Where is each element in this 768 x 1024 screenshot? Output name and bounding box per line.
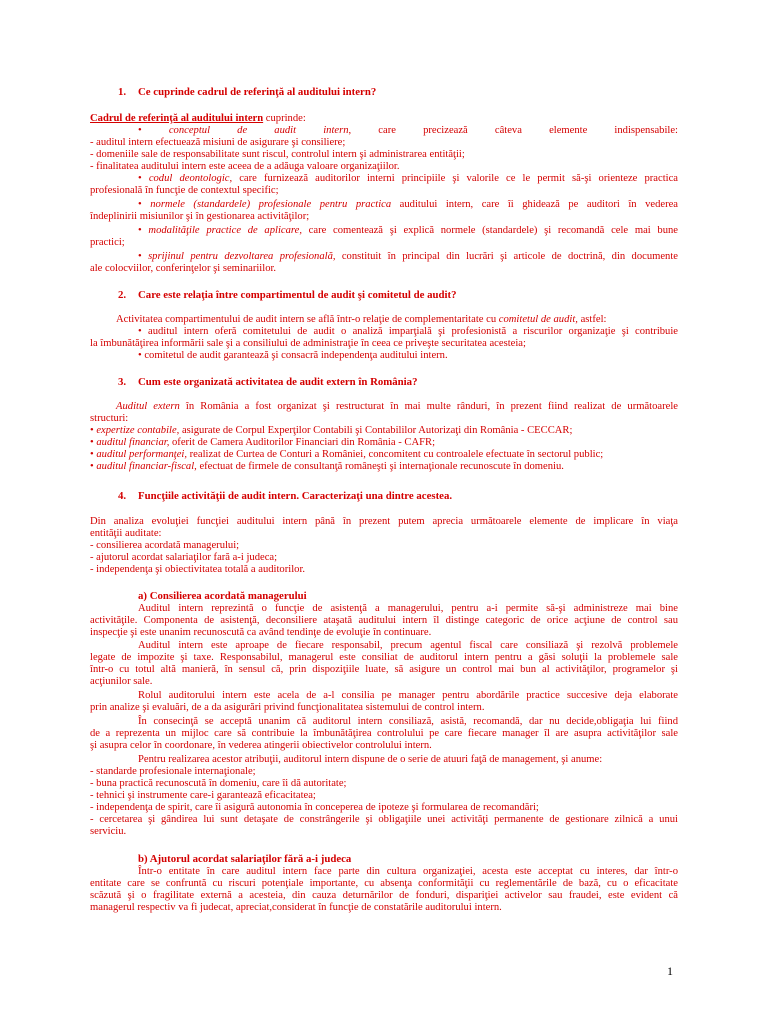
q2-line bbox=[116, 314, 606, 326]
q1-line: - domeniile sale de responsabilitate sunt riscul, controlul intern şi administrarea entităţii; bbox=[90, 149, 465, 160]
q3-line bbox=[116, 401, 678, 413]
q1-line-post: care furnizează auditorilor interni principiile şi valorile ce le permit să-şi orienteze practica bbox=[232, 173, 678, 184]
question-4-number: 4. bbox=[118, 490, 127, 502]
q1-line-pre: • bbox=[138, 199, 151, 210]
q1-line-pre: • bbox=[138, 125, 169, 136]
q1-line bbox=[138, 125, 678, 137]
q4-line: - ajutorul acordat salariaţilor fară a-i judeca; bbox=[90, 552, 278, 563]
q3-line-post: efectuat de firmele de consultanţă româneşti şi internaţionale recunoscute în domeniu. bbox=[196, 461, 564, 472]
section-a-line: într-o cu totul altă manieră, în sensul că, prin dispoziţiile luate, să asigure un control mai bun al activităţilor, programelor şi bbox=[90, 664, 678, 675]
section-b-line: managerul respectiv va fi judecat, apreciat,considerat în funcţie de constatările auditorului intern. bbox=[90, 902, 502, 913]
q2-line-post: astfel: bbox=[577, 314, 607, 325]
q1-line bbox=[138, 173, 678, 185]
section-a-line: activităţile. Componenta de asistenţă, deconsiliere ataşată auditului intern îl distinge categoric de orice acţiune de control sau bbox=[90, 615, 678, 626]
q4-line: entităţii auditate: bbox=[90, 528, 162, 539]
q1-line-emphasis: conceptul de audit intern bbox=[168, 125, 349, 136]
q1-line: practici; bbox=[90, 237, 125, 248]
question-2-number: 2. bbox=[118, 289, 127, 301]
q3-line-emphasis: expertize contabile, bbox=[96, 425, 180, 436]
section-a-line: legate de impozite şi taxe. Responsabilul, managerul este consiliat de auditorul intern pentru a găsi soluţii la problemele sale bbox=[90, 652, 678, 663]
q1-line-emphasis: sprijinul pentru dezvoltarea profesională, bbox=[148, 251, 336, 262]
q1-heading-bold: Cadrul de referinţă al auditului intern bbox=[90, 113, 264, 124]
q1-line-emphasis: codul deontologic, bbox=[148, 173, 233, 184]
section-a-line: În consecinţă se acceptă unanim că auditorul intern consiliază, asistă, recomandă, dar nu decide,obligaţia lui fiind bbox=[138, 716, 678, 727]
question-3-title: Cum este organizată activitatea de audit extern în România? bbox=[138, 376, 418, 388]
section-a-line: inspecţie şi este unanim recunoscută ca având tendinţe de evoluţie în continuare. bbox=[90, 627, 432, 638]
question-1-number: 1. bbox=[118, 86, 127, 98]
q1-line bbox=[138, 225, 678, 237]
section-a-line: Rolul auditorului intern este acela de a-l consilia pe manager pentru abordările practice succesive deja elaborate bbox=[138, 690, 678, 701]
q1-line: îndeplinirii misiunilor şi în gestionarea activităţilor; bbox=[90, 211, 310, 222]
page-number: 1 bbox=[667, 964, 673, 978]
q1-line: ale colocviilor, conferinţelor şi seminariilor. bbox=[90, 263, 277, 274]
section-b-title: b) Ajutorul acordat salariaţilor fără a-i judeca bbox=[138, 853, 352, 865]
q1-line-post: auditului intern, care îi ghidează pe auditori în vederea bbox=[391, 199, 679, 210]
q1-line-post: , care precizează câteva elemente indispensabile: bbox=[348, 125, 678, 136]
section-a-line: - tehnici şi instrumente care-i garantează eficacitatea; bbox=[90, 790, 316, 801]
q3-line bbox=[90, 449, 603, 461]
section-a-line: Auditul intern este aproape de fiecare responsabil, precum agentul fiscal care consiliază şi rezolvă problemele bbox=[138, 640, 678, 651]
q3-line-post: asigurate de Corpul Experţilor Contabili şi Contabililor Autorizaţi din România - CECCAR; bbox=[179, 425, 573, 436]
q1-line-pre: • bbox=[138, 173, 149, 184]
q4-line: Din analiza evoluţiei funcţiei auditului intern până în prezent putem aprecia următoarele elemente de implicare în viaţa bbox=[90, 516, 678, 527]
question-1-title: Ce cuprinde cadrul de referinţă al auditului intern? bbox=[138, 86, 377, 98]
q3-line bbox=[90, 437, 435, 449]
q3-line-emphasis: auditul financiar, bbox=[96, 437, 170, 448]
q1-line-post: constituit în principal din lucrări şi articole de doctrină, din documente bbox=[335, 251, 679, 262]
q1-line-emphasis: normele (standardele) profesionale pentru practica bbox=[150, 199, 392, 210]
q1-line-emphasis: modalităţile practice de aplicare, bbox=[148, 225, 302, 236]
section-b-line: Într-o entitate în care auditul intern face parte din cultura organizaţiei, acesta este acceptat cu interes, dar într-o bbox=[138, 866, 678, 877]
q2-line-pre: Activitatea compartimentului de audit intern se află într-o relaţie de complementaritate cu bbox=[116, 314, 499, 325]
section-a-line: de a reprezenta un mijloc care să contribuie la îmbunătăţirea controlului pe care fiecare manager îl are asupra activităţilor sale bbox=[90, 728, 678, 739]
q3-line-post: în România a fost organizat şi restructurat în mai multe rânduri, în prezent fiind realizat de următoarele bbox=[179, 401, 678, 412]
q1-line-pre: • bbox=[138, 225, 149, 236]
section-a-line: serviciu. bbox=[90, 826, 127, 837]
q3-line-pre: • bbox=[90, 437, 97, 448]
q3-line-pre: • bbox=[90, 425, 97, 436]
q3-line: structuri: bbox=[90, 413, 129, 424]
q3-line bbox=[90, 461, 564, 473]
section-a-line: şi asupra celor în coordonare, în vederea atingerii obiectivelor controlului intern. bbox=[90, 740, 432, 751]
q1-line: - auditul intern efectuează misiuni de asigurare şi consiliere; bbox=[90, 137, 346, 148]
section-a-line: Auditul intern reprezintă o funcţie de asistenţă a managerului, pentru a-i permite să-şi administreze mai bine bbox=[138, 603, 678, 614]
q1-line: - finalitatea auditului intern este aceea de a adăuga valoare organizaţiilor. bbox=[90, 161, 400, 172]
section-a-line: acţiunilor sale. bbox=[90, 676, 153, 687]
section-b-line: scăzută şi o fragilitate externă a acesteia, din cauza deturnărilor de fonduri, dispariţiei activelor sau fraudei, este evident că bbox=[90, 890, 678, 901]
section-a-line: prin analize şi evaluări, de a da asigurări privind funcţionalitatea sistemului de control intern. bbox=[90, 702, 485, 713]
q3-line-post: oferit de Camera Auditorilor Financiari din România - CAFR; bbox=[169, 437, 436, 448]
section-a-line: Pentru realizarea acestor atribuţii, auditorul intern dispune de o serie de atuuri faţă de management, şi anume: bbox=[138, 754, 603, 765]
q3-line-emphasis: auditul financiar-fiscal, bbox=[96, 461, 197, 472]
question-2-title: Care este relaţia între compartimentul de audit şi comitetul de audit? bbox=[138, 289, 457, 301]
q1-line: profesională în funcţie de contextul specific; bbox=[90, 185, 279, 196]
q3-line-post: realizat de Curtea de Conturi a României, concomitent cu controalele efectuate în sectorul public; bbox=[187, 449, 604, 460]
q1-line bbox=[138, 199, 678, 211]
q3-line-emphasis: auditul performanţei, bbox=[96, 449, 187, 460]
section-a-line: - buna practică recunoscută în domeniu, care îi dă autoritate; bbox=[90, 778, 347, 789]
q3-line-pre: • bbox=[90, 461, 97, 472]
section-a-title: a) Consilierea acordată managerului bbox=[138, 590, 307, 602]
q3-line-emphasis: Auditul extern bbox=[116, 401, 180, 412]
section-b-line: entitate care se confruntă cu riscuri potenţiale importante, cu absenţa conformităţii cu reglementările de bază, cu o eficacitate bbox=[90, 878, 678, 889]
question-4-title: Funcţiile activităţii de audit intern. Caracterizaţi una dintre acestea. bbox=[138, 490, 453, 502]
section-a-line: - independenţa de spirit, care îi asigură autonomia în conceperea de ipoteze şi formularea de recomandări; bbox=[90, 802, 539, 813]
q1-heading-rest: cuprinde: bbox=[263, 113, 306, 124]
q3-line-pre: • bbox=[90, 449, 97, 460]
q2-line: • auditul intern oferă comitetului de audit o analiză imparţială şi profesionistă a riscurilor organizaţie şi contribuie bbox=[138, 326, 678, 337]
q2-line: • comitetul de audit garantează şi consacră independenţa auditului intern. bbox=[138, 350, 448, 361]
q2-line-emphasis: comitetul de audit, bbox=[498, 314, 578, 325]
q1-line-pre: • bbox=[138, 251, 149, 262]
q4-line: - independenţa şi obiectivitatea totală a auditorilor. bbox=[90, 564, 306, 575]
q1-line bbox=[138, 251, 678, 263]
q2-line: la îmbunătăţirea informării sale şi a consiliului de administraţie în ceea ce priveşte securitatea acesteia; bbox=[90, 338, 526, 349]
section-a-line: - standarde profesionale internaţionale; bbox=[90, 766, 256, 777]
q3-line bbox=[90, 425, 572, 437]
q1-heading bbox=[90, 113, 306, 125]
q4-line: - consilierea acordată managerului; bbox=[90, 540, 240, 551]
q1-line-post: care comentează şi explică normele (standardele) şi recomandă cele mai bune bbox=[301, 225, 679, 236]
question-3-number: 3. bbox=[118, 376, 127, 388]
section-a-line: - cercetarea şi gândirea lui sunt detaşate de constrângerile şi obligaţiile unei activităţi permanente de gestionare zilnică a unui bbox=[90, 814, 678, 825]
